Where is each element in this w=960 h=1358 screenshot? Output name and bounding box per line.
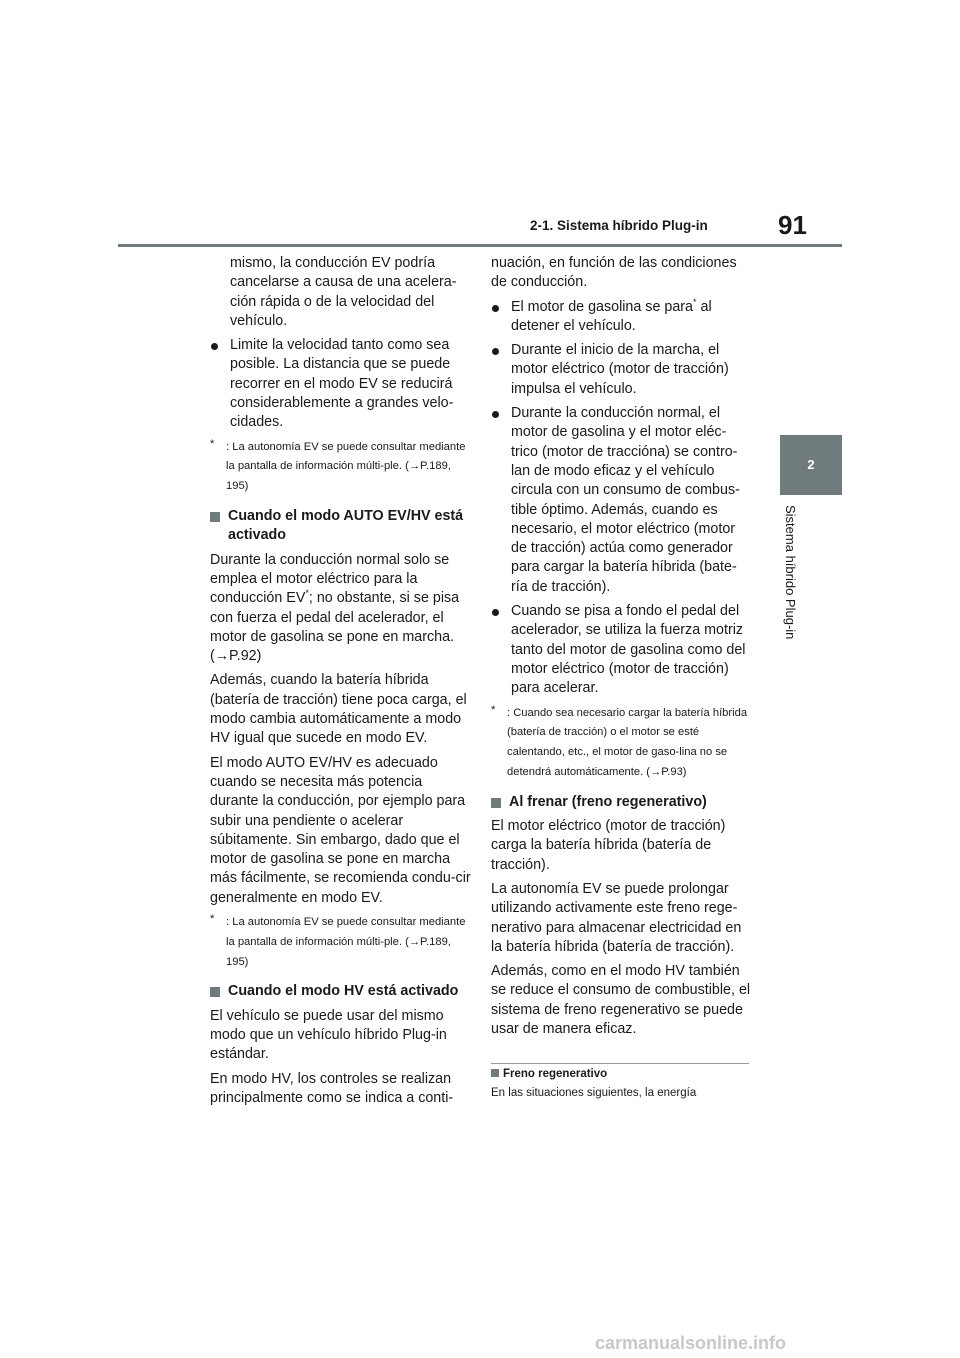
footnote-text: : Cuando sea necesario cargar la batería híbrida (batería de tracción) o el motor se esté calentando, etc., el motor de gaso-lina no se detendrá automáticamente. (→P.93) bbox=[507, 706, 748, 778]
paragraph: nuación, en función de las condiciones de conducción. bbox=[491, 255, 737, 291]
paragraph bbox=[210, 551, 472, 667]
paragraph: La autonomía EV se puede prolongar utilizando activamente este freno rege-nerativo para almacenar electricidad en la batería híbrida (batería de tracción). bbox=[491, 880, 742, 955]
footnote bbox=[210, 438, 472, 497]
left-column bbox=[210, 254, 472, 1113]
section-heading bbox=[210, 507, 472, 546]
bullet-text: El motor de gasolina se para bbox=[511, 298, 693, 315]
paragraph: Además, como en el modo HV también se reduce el consumo de combustible, el sistema de freno regenerativo se puede usar de manera eficaz. bbox=[491, 963, 751, 1037]
bullet-text: Durante la conducción normal, el motor de gasolina y el motor eléc-trico (motor de tracciónа) se contro-lan de modo eficaz y el vehículo circula con un consumo de combus-tible óptimo. Además, cuando es necesario, el motor eléctrico (motor de tracción) actúa como generador para cargar la batería híbrida (bate-ría de tracción). bbox=[511, 405, 740, 595]
section-heading bbox=[491, 793, 753, 812]
footnote bbox=[210, 913, 472, 972]
bullet-item bbox=[210, 336, 472, 432]
header-divider bbox=[118, 244, 842, 247]
bullet-text: al detener el vehículo. bbox=[511, 298, 712, 334]
heading-text: Cuando el modo AUTO EV/HV está activado bbox=[228, 508, 464, 544]
bullet-dot-icon bbox=[492, 609, 499, 616]
paragraph-text: Durante la conducción normal solo se emplea el motor eléctrico para la conducción EV bbox=[210, 551, 450, 607]
bullet-item bbox=[491, 404, 753, 597]
watermark: carmanualsonline.info bbox=[595, 1333, 787, 1353]
note-text: En las situaciones siguientes, la energía bbox=[491, 1087, 697, 1099]
square-bullet-icon bbox=[210, 512, 220, 522]
footnote-text: : La autonomía EV se puede consultar mediante la pantalla de información múlti-ple. (→P.189, 195) bbox=[226, 916, 466, 968]
bullet-text: Durante el inicio de la marcha, el motor eléctrico (motor de tracción) impulsa el vehículo. bbox=[511, 342, 729, 397]
bullet-dot-icon bbox=[492, 305, 499, 312]
paragraph: El modo AUTO EV/HV es adecuado cuando se necesita más potencia durante la conducción, por ejemplo para subir una pendiente o acelerar súbitamente. Sin embargo, dado que el motor de gasolina se pone en marcha más fácilmente, se recomienda condu-cir generalmente en modo EV. bbox=[210, 754, 471, 906]
paragraph: En modo HV, los controles se realizan principalmente como se indica a conti- bbox=[210, 1070, 454, 1106]
note-title-text: Freno regenerativo bbox=[503, 1068, 608, 1080]
bullet-text: Limite la velocidad tanto como sea posible. La distancia que se puede recorrer en el modo EV se reducirá considerablemente a grandes velo-cidades. bbox=[230, 337, 454, 431]
square-bullet-icon bbox=[491, 1069, 499, 1077]
section-heading bbox=[210, 982, 472, 1001]
footnote-marker: * bbox=[305, 588, 309, 599]
square-bullet-icon bbox=[210, 987, 220, 997]
note-divider bbox=[491, 1063, 749, 1064]
bullet-text: Cuando se pisa a fondo el pedal del acelerador, se utiliza la fuerza motriz tanto del motor de gasolina como del motor eléctrico (motor de tracción) para acelerar. bbox=[511, 603, 746, 697]
paragraph: El vehículo se puede usar del mismo modo que un vehículo híbrido Plug-in estándar. bbox=[210, 1007, 447, 1063]
paragraph: Además, cuando la batería híbrida (batería de tracción) tiene poca carga, el modo cambia automáticamente a modo HV igual que sucede en modo EV. bbox=[210, 672, 467, 747]
footnote-marker: * bbox=[693, 296, 697, 307]
right-column bbox=[491, 254, 753, 1044]
section-title: 2-1. Sistema híbrido Plug-in bbox=[530, 218, 708, 233]
chapter-tab: 2 bbox=[780, 435, 842, 495]
footnote-marker: * bbox=[210, 437, 215, 450]
footnote-marker: * bbox=[491, 703, 496, 716]
bullet-item bbox=[491, 298, 753, 337]
bullet-dot-icon bbox=[492, 348, 499, 355]
heading-text: Al frenar (freno regenerativo) bbox=[509, 793, 707, 810]
footnote-marker: * bbox=[210, 913, 215, 925]
bullet-dot-icon bbox=[211, 343, 218, 350]
note-heading bbox=[491, 1068, 607, 1080]
page-number: 91 bbox=[778, 210, 807, 240]
heading-text: Cuando el modo HV está activado bbox=[228, 983, 459, 1000]
paragraph: El motor eléctrico (motor de tracción) carga la batería híbrida (batería de tracción). bbox=[491, 818, 726, 873]
footnote bbox=[491, 704, 753, 783]
paragraph-text: ; no obstante, si se pisa con fuerza el pedal del acelerador, el motor de gasolina se pone en marcha. (→P.92) bbox=[210, 590, 460, 665]
chapter-tab-label bbox=[785, 505, 803, 655]
bullet-item bbox=[491, 602, 753, 698]
bullet-dot-icon bbox=[492, 411, 499, 418]
footnote-text: : La autonomía EV se puede consultar mediante la pantalla de información múlti-ple. (→P.189, 195) bbox=[226, 440, 466, 493]
paragraph: mismo, la conducción EV podría cancelarse a causa de una acelera-ción rápida o de la velocidad del vehículo. bbox=[230, 255, 457, 329]
bullet-item bbox=[491, 341, 753, 399]
square-bullet-icon bbox=[491, 798, 501, 808]
chapter-tab-label-text: Sistema híbrido Plug-in bbox=[783, 505, 798, 640]
